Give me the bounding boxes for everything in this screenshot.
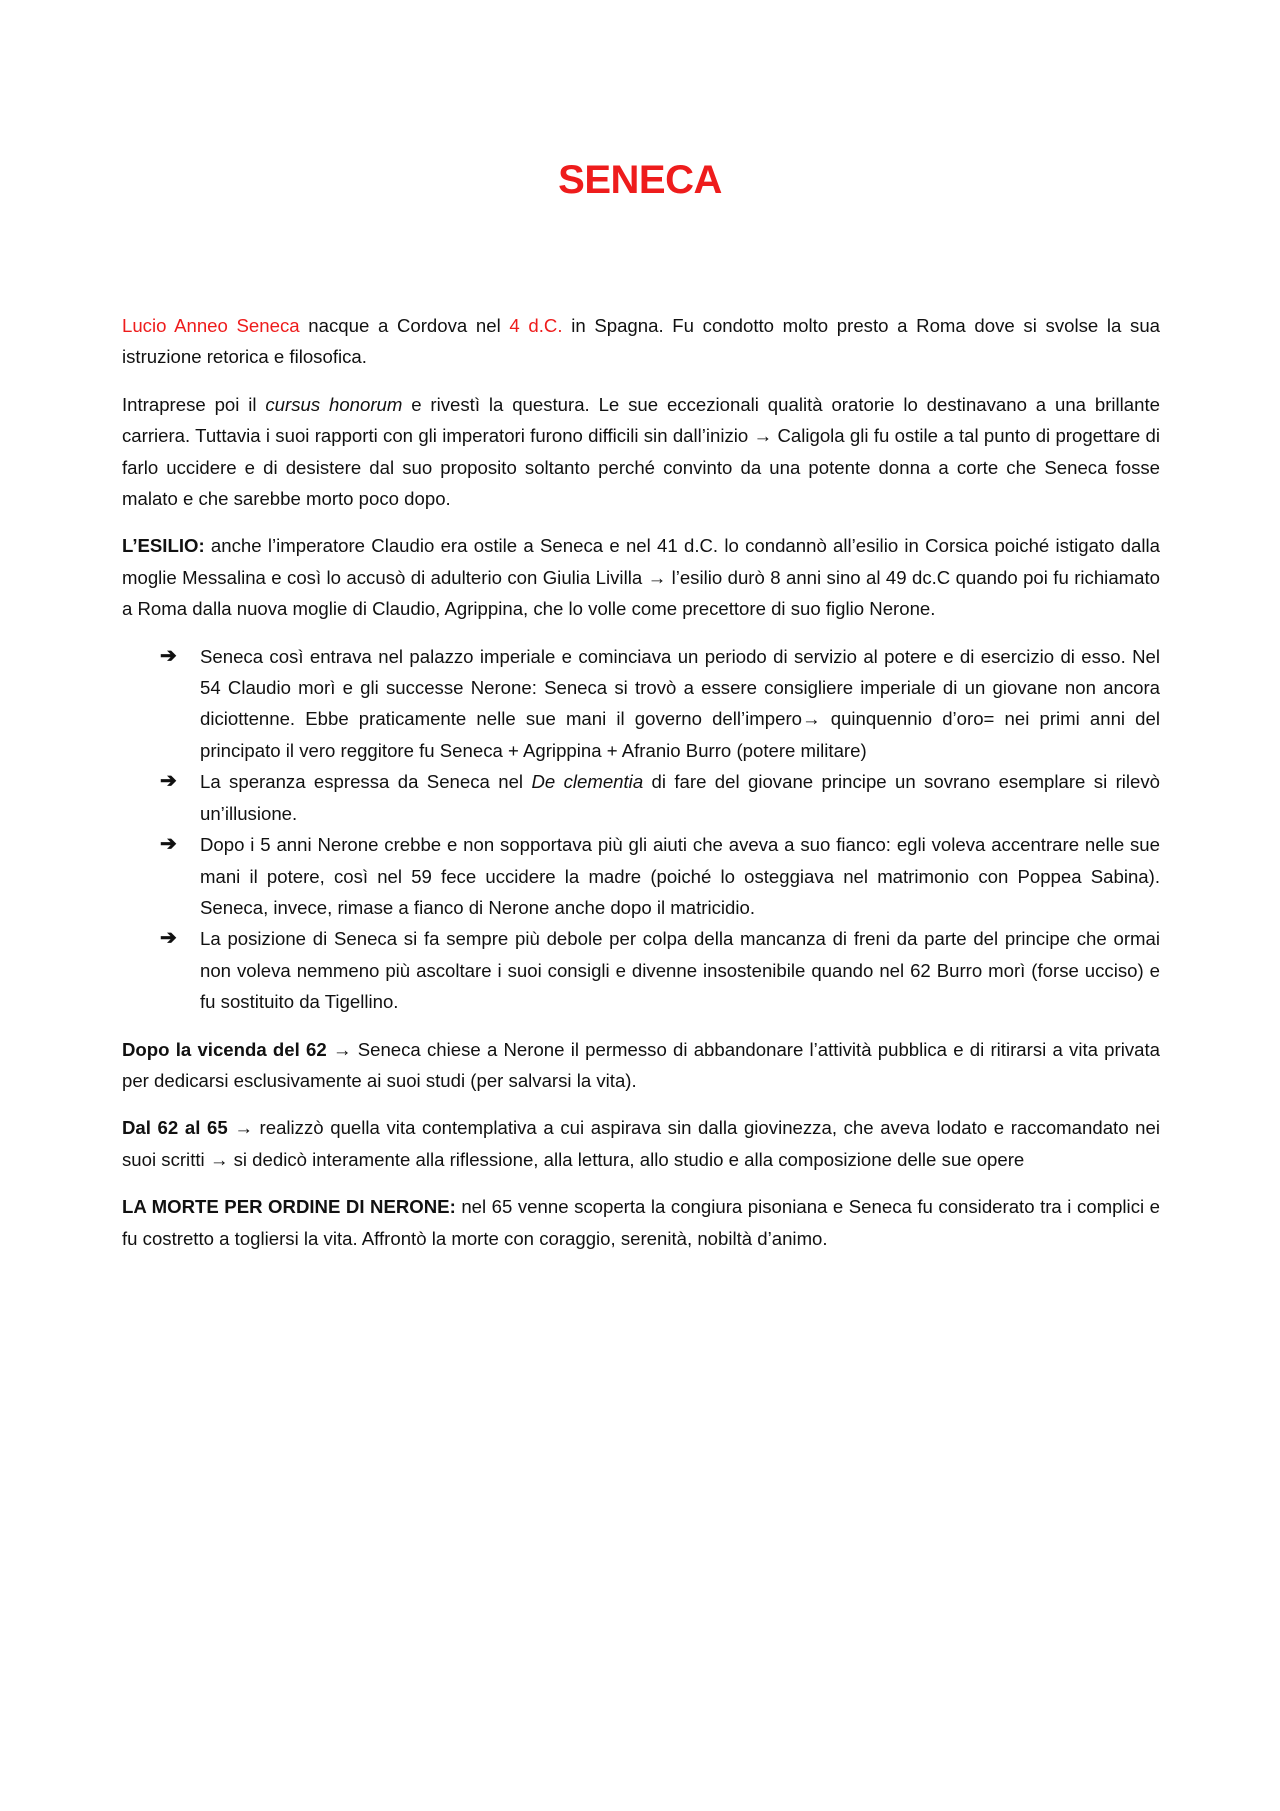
bullet-list bbox=[122, 641, 1160, 1018]
text: → Seneca chiese a Nerone il permesso di abbandonare l’attività pubblica e di ritirarsi a vita privata per dedicarsi esclusivamente ai suoi studi (per salvarsi la vita). bbox=[122, 1038, 1160, 1091]
list-item bbox=[160, 641, 1160, 767]
italic-term: cursus honorum bbox=[265, 393, 403, 415]
list-item bbox=[160, 829, 1160, 923]
section-label: Dopo la vicenda del 62 bbox=[122, 1038, 327, 1060]
list-item bbox=[160, 923, 1160, 1017]
paragraph-62-65 bbox=[122, 1112, 1160, 1175]
text: Seneca così entrava nel palazzo imperiale e cominciava un periodo di servizio al potere e di esercizio di esso. Nel 54 Claudio morì e gli successe Nerone: Seneca si trovò a essere consigliere imperiale di un giovane non ancora diciottenne. Ebbe praticamente nelle sue mani il governo dell’impero→ quinquennio d’oro= nei primi anni del principato il vero reggitore fu Seneca + Agrippina + Afranio Burro (potere militare) bbox=[200, 645, 1160, 761]
document-body bbox=[122, 310, 1160, 1270]
paragraph-intro bbox=[122, 310, 1160, 373]
text: e rivestì la questura. Le sue eccezionali qualità oratorie lo destinavano a una brillante carriera. Tuttavia i suoi rapporti con gli imperatori furono difficili sin dall’inizio → Caligola gli fu ostile a tal punto di progettare di farlo uccidere e di desistere dal suo proposito soltanto perché convinto da una potente donna a corte che Seneca fosse malato e che sarebbe morto poco dopo. bbox=[122, 393, 1160, 510]
text: Intraprese poi il bbox=[122, 393, 266, 415]
text: nel 65 venne scoperta la congiura pisoniana e Seneca fu considerato tra i complici e fu costretto a togliersi la vita. Affrontò la morte con coraggio, serenità, nobiltà d’animo. bbox=[122, 1196, 1160, 1249]
section-label: Dal 62 al 65 bbox=[122, 1117, 228, 1139]
date-highlight: 4 d.C. bbox=[509, 315, 563, 336]
text: in Spagna. Fu condotto molto presto a Roma dove si svolse la sua istruzione retorica e filosofica. bbox=[122, 315, 1161, 368]
document-title: SENECA bbox=[558, 158, 722, 202]
arrow-bullet-icon: ➔ bbox=[160, 927, 177, 950]
text: La speranza espressa da Seneca nel bbox=[200, 771, 532, 793]
arrow-bullet-icon: ➔ bbox=[160, 644, 177, 667]
text: → realizzò quella vita contemplativa a cui aspirava sin dalla giovinezza, che aveva lodato e raccomandato nei suoi scritti → si dedicò interamente alla riflessione, alla lettura, allo studio e alla composizione delle sue opere bbox=[122, 1117, 1160, 1170]
name-highlight: Lucio Anneo Seneca bbox=[122, 315, 300, 336]
text: anche l’imperatore Claudio era ostile a Seneca e nel 41 d.C. lo condannò all’esilio in Corsica poiché istigato dalla moglie Messalina e così lo accusò di adulterio con Giulia Livilla → l’esilio durò 8 anni sino al 49 dc.C quando poi fu richiamato a Roma dalla nuova moglie di Claudio, Agrippina, che lo volle come precettore di suo figlio Nerone. bbox=[122, 535, 1160, 620]
paragraph-death bbox=[122, 1191, 1160, 1254]
section-label: LA MORTE PER ORDINE DI NERONE: bbox=[122, 1196, 456, 1218]
text: Dopo i 5 anni Nerone crebbe e non sopportava più gli aiuti che aveva a suo fianco: egli voleva accentrare nelle sue mani il potere, così nel 59 fece uccidere la madre (poiché lo osteggiava nel matrimonio con Poppea Sabina). Seneca, invece, rimase a fianco di Nerone anche dopo il matricidio. bbox=[200, 834, 1160, 918]
arrow-bullet-icon: ➔ bbox=[160, 833, 177, 856]
arrow-bullet-icon: ➔ bbox=[160, 770, 177, 793]
text: La posizione di Seneca si fa sempre più debole per colpa della mancanza di freni da parte del principe che ormai non voleva nemmeno più ascoltare i suoi consigli e divenne insostenibile quando nel 62 Burro morì (forse ucciso) e fu sostituito da Tigellino. bbox=[200, 928, 1160, 1013]
paragraph-exile bbox=[122, 530, 1160, 624]
text: nacque a Cordova nel bbox=[299, 315, 510, 336]
italic-term: De clementia bbox=[531, 771, 644, 793]
text: di fare del giovane principe un sovrano esemplare si rilevò un’illusione. bbox=[200, 771, 1161, 824]
paragraph-career bbox=[122, 389, 1160, 515]
list-item bbox=[160, 766, 1161, 829]
paragraph-after-62 bbox=[122, 1034, 1160, 1097]
section-label: L’ESILIO: bbox=[122, 535, 205, 557]
